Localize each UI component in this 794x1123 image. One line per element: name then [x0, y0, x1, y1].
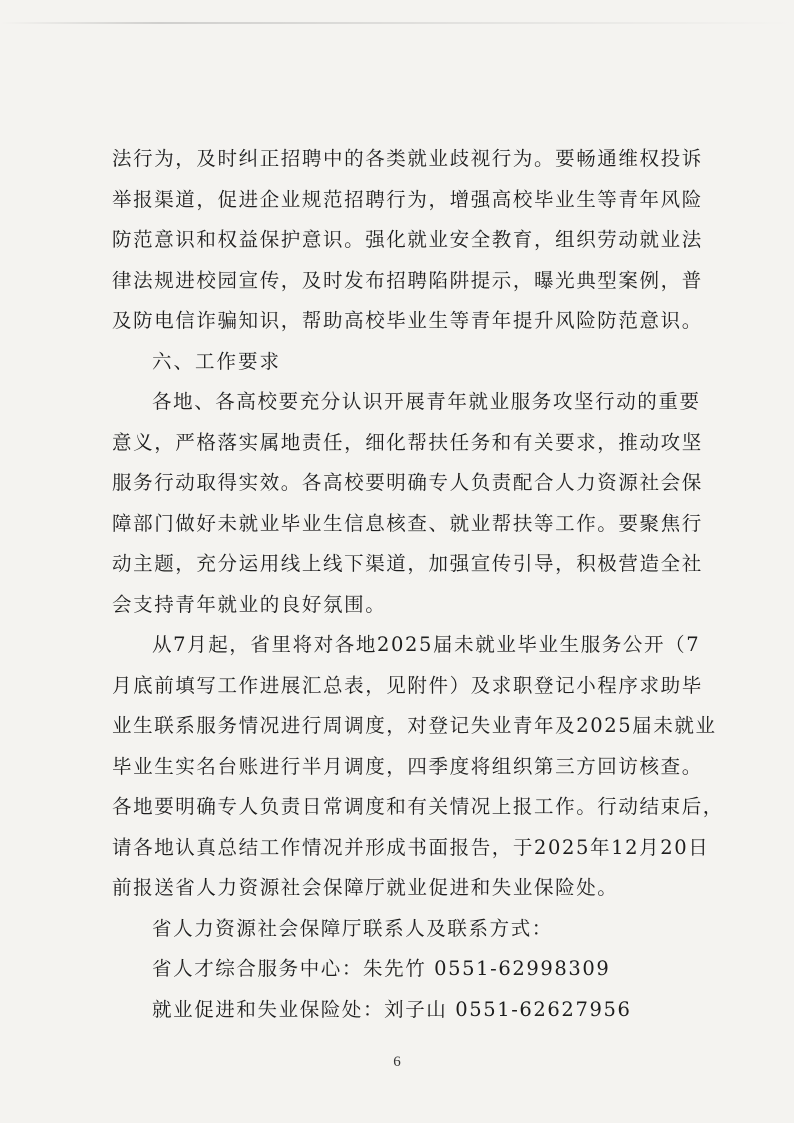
paragraph-3-line: 毕业生实名台账进行半月调度，四季度将组织第三方回访核查。 — [112, 755, 703, 778]
paragraph-1-line: 防范意识和权益保护意识。强化就业安全教育，组织劳动就业法 — [112, 228, 703, 251]
paragraph-3-line: 前报送省人力资源社会保障厅就业促进和失业保险处。 — [112, 876, 619, 899]
paragraph-3-line: 请各地认真总结工作情况并形成书面报告，于2025年12月20日 — [112, 836, 710, 859]
paragraph-3-line: 从7月起，省里将对各地2025届未就业毕业生服务公开（7 — [152, 633, 701, 656]
paragraph-2-line: 服务行动取得实效。各高校要明确专人负责配合人力资源社会保 — [112, 471, 703, 494]
paragraph-1-line: 及防电信诈骗知识，帮助高校毕业生等青年提升风险防范意识。 — [112, 309, 703, 332]
paragraph-3-line: 业生联系服务情况进行周调度，对登记失业青年及2025届未就业 — [112, 714, 717, 737]
paragraph-3-line: 月底前填写工作进展汇总表，见附件）及求职登记小程序求助毕 — [112, 674, 703, 697]
contacts-intro: 省人力资源社会保障厅联系人及联系方式： — [152, 917, 553, 940]
paragraph-2-line: 动主题，充分运用线上线下渠道，加强宣传引导，积极营造全社 — [112, 552, 703, 575]
paragraph-2-line: 障部门做好未就业毕业生信息核查、就业帮扶等工作。要聚焦行 — [112, 512, 703, 535]
paragraph-2-line: 各地、各高校要充分认识开展青年就业服务攻坚行动的重要 — [152, 390, 701, 413]
scan-edge-shadow — [0, 22, 794, 24]
paragraph-1-line: 举报渠道，促进企业规范招聘行为，增强高校毕业生等青年风险 — [112, 188, 703, 211]
paragraph-2-line: 会支持青年就业的良好氛围。 — [112, 593, 387, 616]
contact-line: 就业促进和失业保险处：刘子山 0551-62627956 — [152, 998, 632, 1021]
paragraph-1-line: 律法规进校园宣传，及时发布招聘陷阱提示，曝光典型案例，普 — [112, 269, 703, 292]
paragraph-3-line: 各地要明确专人负责日常调度和有关情况上报工作。行动结束后， — [112, 795, 724, 818]
page-number: 6 — [393, 1054, 401, 1070]
paragraph-1-line: 法行为，及时纠正招聘中的各类就业歧视行为。要畅通维权投诉 — [112, 147, 703, 170]
section-heading: 六、工作要求 — [152, 350, 282, 373]
paragraph-2-line: 意义，严格落实属地责任，细化帮扶任务和有关要求，推动攻坚 — [112, 431, 703, 454]
contact-line: 省人才综合服务中心：朱先竹 0551-62998309 — [152, 957, 611, 980]
